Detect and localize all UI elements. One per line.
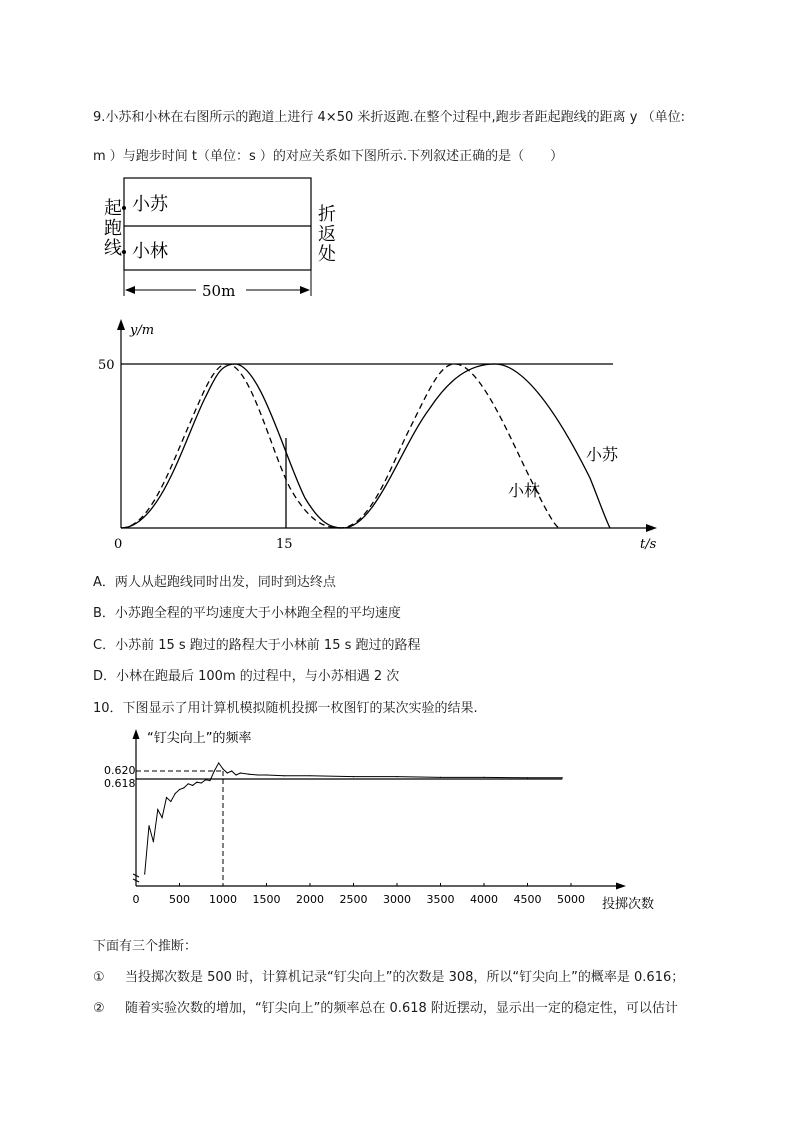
frequency-point — [227, 772, 228, 773]
inference-item-2-text: 随着实验次数的增加，“钉尖向上”的频率总在 0.618 附近摆动，显示出一定的稳定性，可以估计 — [124, 1001, 678, 1016]
q10-stem: 10．下图显示了用计算机模拟随机投掷一枚图钉的某次实验的结果. — [93, 701, 478, 716]
frequency-point — [222, 768, 223, 769]
frequency-point — [192, 785, 193, 786]
su-curve-label: 小苏 — [586, 445, 619, 464]
frequency-point — [257, 774, 258, 775]
frequency-point — [170, 801, 171, 802]
frequency-point — [144, 873, 145, 874]
frequency-point — [266, 774, 267, 775]
x-tick-label: 5000 — [557, 893, 585, 906]
frequency-point — [153, 841, 154, 842]
frequency-point — [205, 779, 206, 780]
x-axis-label: t/s — [640, 537, 657, 552]
frequency-point — [148, 825, 149, 826]
turn-label-2: 返 — [318, 224, 336, 245]
x-tick-label: 3000 — [383, 893, 411, 906]
frequency-chart — [100, 725, 670, 920]
x-tick-label: 500 — [169, 893, 190, 906]
q9-stem-line1: 9.小苏和小林在右图所示的跑道上进行 4×50 米折返跑.在整个过程中,跑步者距起跑线的距离 y （单位: — [93, 110, 685, 125]
frequency-point — [440, 777, 441, 778]
frequency-point — [179, 789, 180, 790]
frequency-point — [175, 793, 176, 794]
frequency-point — [353, 776, 354, 777]
frequency-point — [235, 774, 236, 775]
lane-su-label: 小苏 — [132, 194, 168, 215]
option-d: D．小林在跑最后 100m 的过程中，与小苏相遇 2 次 — [93, 669, 400, 684]
x-axis-title: 投掷次数 — [602, 897, 655, 912]
frequency-point — [214, 770, 215, 771]
y-tick-50: 50 — [98, 358, 115, 373]
x-tick-15: 15 — [276, 537, 293, 552]
turn-label-3: 处 — [318, 244, 336, 265]
inference-intro: 下面有三个推断： — [93, 939, 198, 954]
start-line-label-2: 跑 — [104, 218, 122, 239]
frequency-point — [396, 776, 397, 777]
frequency-point — [562, 777, 563, 778]
x-tick-label: 0 — [132, 893, 140, 906]
frequency-point — [283, 775, 284, 776]
inference-item-2 — [93, 997, 678, 1016]
origin-label: 0 — [114, 537, 123, 552]
option-b: B．小苏跑全程的平均速度大于小林跑全程的平均速度 — [93, 606, 401, 621]
lin-curve-label: 小林 — [508, 481, 541, 500]
track-diagram — [98, 172, 348, 302]
x-tick-label: 2000 — [296, 893, 324, 906]
y-tick-label: 0.620 — [104, 764, 136, 777]
x-tick-label: 3500 — [426, 893, 455, 906]
frequency-point — [166, 797, 167, 798]
x-tick-label: 4000 — [470, 893, 498, 906]
lane-lin-label: 小林 — [132, 241, 168, 262]
option-c: C．小苏前 15 s 跑过的路程大于小林前 15 s 跑过的路程 — [93, 638, 421, 653]
frequency-point — [183, 787, 184, 788]
y-axis-arrow — [133, 729, 140, 739]
distance-time-graph — [90, 318, 680, 558]
chart-title: “钉尖向上”的频率 — [147, 731, 252, 746]
frequency-point — [240, 772, 241, 773]
frequency-point — [249, 774, 250, 775]
inference-item-1-text: 当投掷次数是 500 时，计算机记录“钉尖向上”的次数是 308，所以“钉尖向上”的概率是 0.616； — [124, 970, 685, 985]
y-tick-label: 0.618 — [104, 777, 136, 790]
inference-item-1-number: ① — [93, 970, 105, 985]
inference-item-2-number: ② — [93, 1001, 105, 1016]
frequency-point — [188, 783, 189, 784]
frequency-point — [209, 780, 210, 781]
frequency-point — [157, 809, 158, 810]
x-tick-label: 1500 — [252, 893, 281, 906]
turn-label-1: 折 — [318, 204, 336, 225]
x-tick-label: 1000 — [209, 893, 237, 906]
frequency-point — [483, 777, 484, 778]
option-a: A．两人从起跑线同时出发，同时到达终点 — [93, 575, 336, 590]
x-tick-label: 4500 — [513, 893, 542, 906]
frequency-point — [196, 782, 197, 783]
y-axis-label: y/m — [130, 323, 155, 338]
frequency-point — [309, 775, 310, 776]
start-line-label-3: 线 — [104, 238, 122, 259]
frequency-point — [162, 817, 163, 818]
frequency-point — [218, 762, 219, 763]
inference-item-1 — [93, 966, 684, 985]
frequency-series-line — [145, 763, 563, 874]
x-tick-label: 2500 — [339, 893, 368, 906]
frequency-point — [527, 777, 528, 778]
x-axis-arrow — [616, 883, 626, 890]
frequency-point — [201, 782, 202, 783]
start-line-label-1: 起 — [104, 198, 122, 219]
frequency-point — [231, 770, 232, 771]
track-length-label: 50m — [202, 282, 236, 300]
q9-stem-line2: m ）与跑步时间 t（单位：s ）的对应关系如下图所示.下列叙述正确的是（ ） — [93, 149, 564, 164]
